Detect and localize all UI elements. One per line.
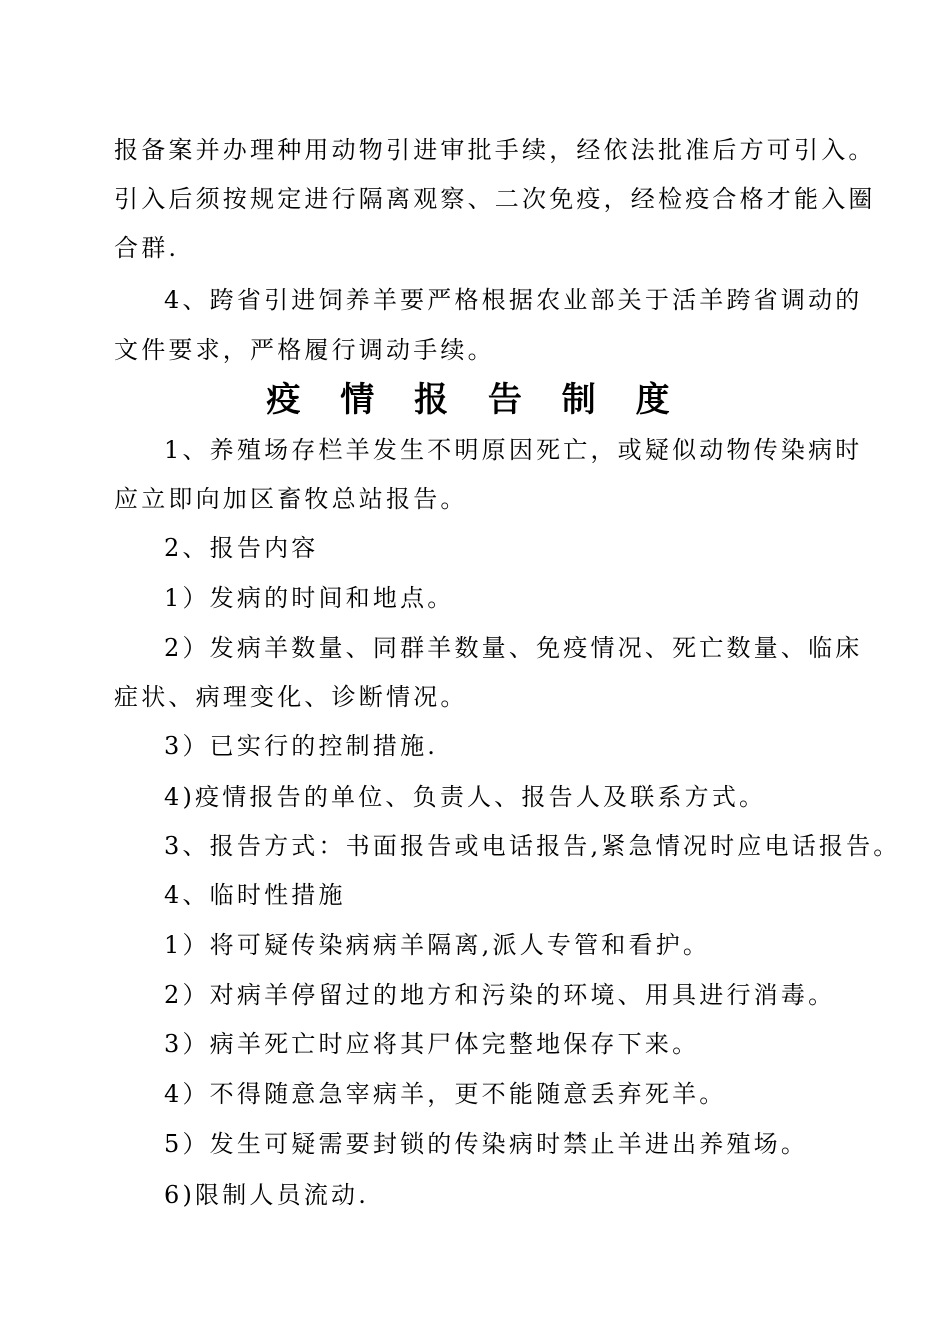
paragraph-line: 1、养殖场存栏羊发生不明原因死亡，或疑似动物传染病时 [164, 436, 863, 464]
paragraph-line: 4、临时性措施 [164, 881, 346, 909]
paragraph-line: 症状、病理变化、诊断情况。 [114, 683, 468, 711]
paragraph-line: 1）将可疑传染病病羊隔离,派人专管和看护。 [164, 931, 711, 959]
paragraph-line: 4、跨省引进饲养羊要严格根据农业部关于活羊跨省调动的 [164, 286, 863, 314]
paragraph-line: 3）已实行的控制措施. [164, 732, 439, 760]
paragraph-line: 2、报告内容 [164, 534, 319, 562]
paragraph-line: 引入后须按规定进行隔离观察、二次免疫，经检疫合格才能入圈 [114, 185, 876, 213]
paragraph-line: 2）对病羊停留过的地方和污染的环境、用具进行消毒。 [164, 981, 836, 1009]
paragraph-line: 6)限制人员流动. [164, 1181, 370, 1209]
paragraph-line: 合群. [114, 234, 180, 262]
paragraph-line: 4)疫情报告的单位、负责人、报告人及联系方式。 [164, 783, 767, 811]
paragraph-line: 报备案并办理种用动物引进审批手续，经依法批准后方可引入。 [114, 136, 876, 164]
paragraph-line: 5）发生可疑需要封锁的传染病时禁止羊进出养殖场。 [164, 1130, 809, 1158]
paragraph-line: 3、报告方式：书面报告或电话报告,紧急情况时应电话报告。 [164, 832, 901, 860]
section-title: 疫 情 报 告 制 度 [266, 380, 684, 420]
paragraph-line: 1）发病的时间和地点。 [164, 584, 455, 612]
paragraph-line: 文件要求，严格履行调动手续。 [114, 336, 495, 364]
paragraph-line: 2）发病羊数量、同群羊数量、免疫情况、死亡数量、临床 [164, 634, 863, 662]
paragraph-line: 4）不得随意急宰病羊，更不能随意丢弃死羊。 [164, 1080, 727, 1108]
paragraph-line: 3）病羊死亡时应将其尸体完整地保存下来。 [164, 1030, 700, 1058]
paragraph-line: 应立即向加区畜牧总站报告。 [114, 485, 468, 513]
